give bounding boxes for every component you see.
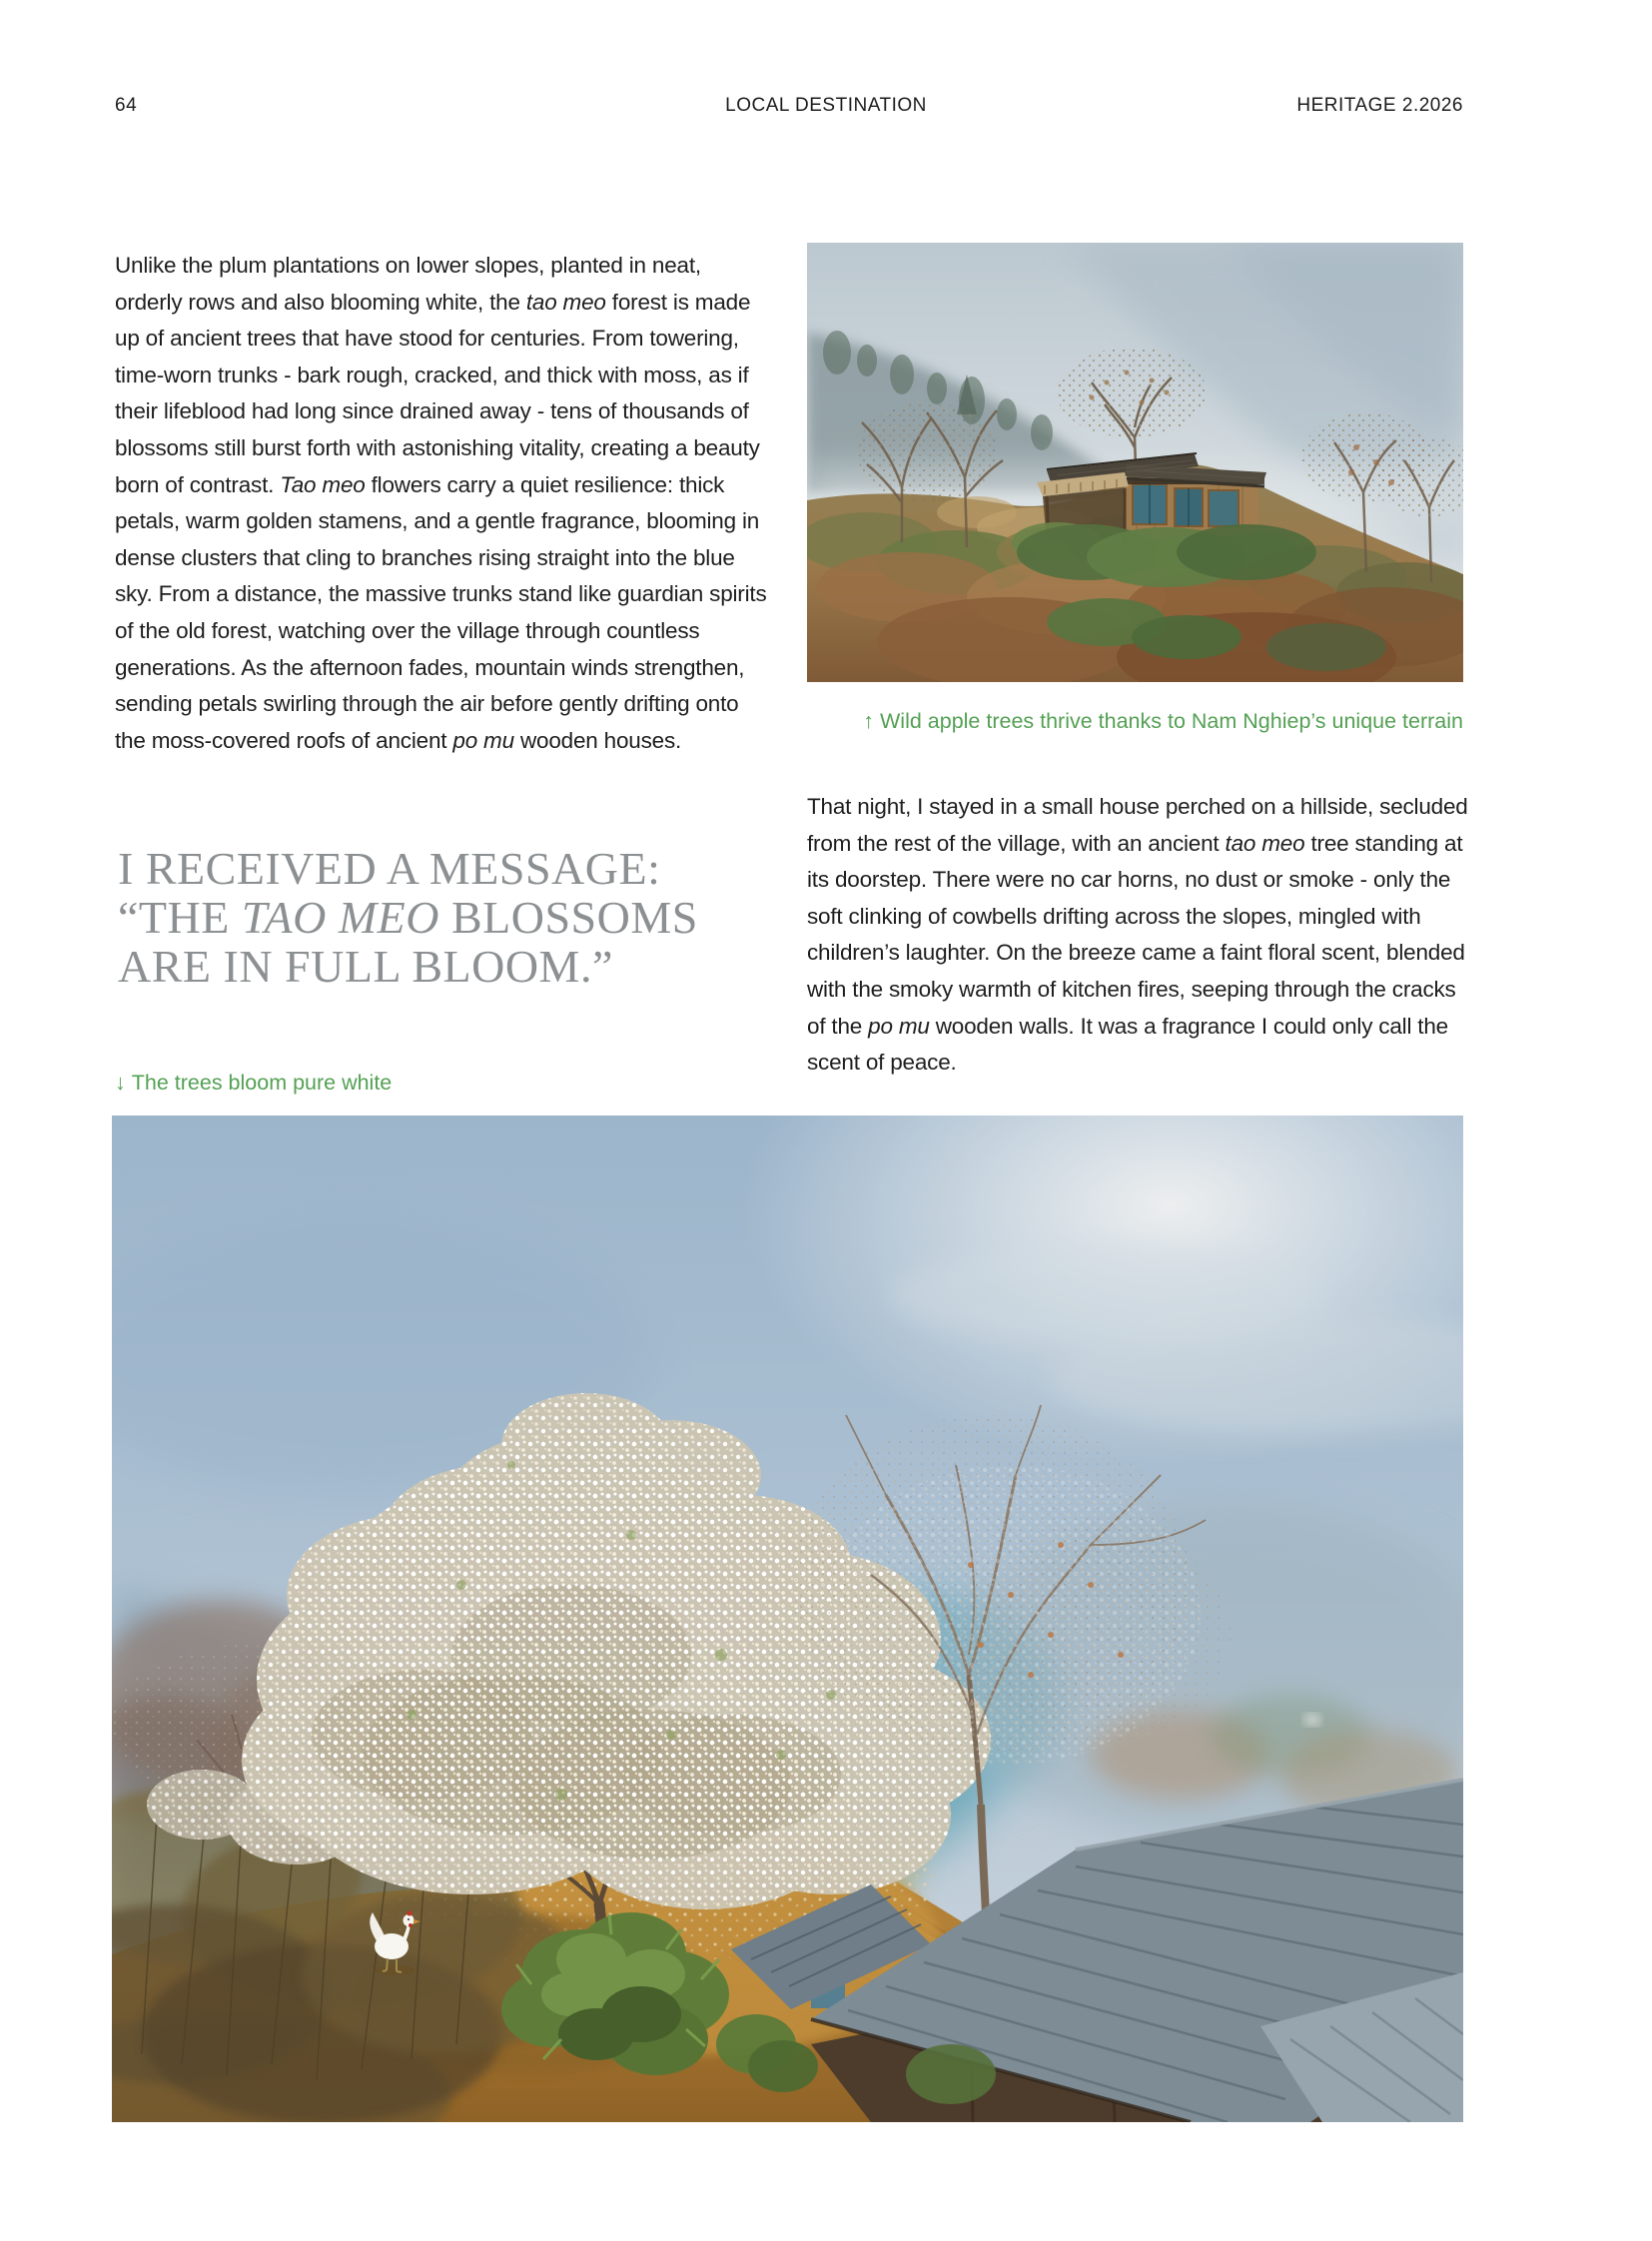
caption-top-text: Wild apple trees thrive thanks to Nam Nghiep’s unique terrain [880, 709, 1463, 733]
photo-hillside-house [807, 243, 1463, 682]
photo-blossom-tree [112, 1116, 1463, 2122]
down-arrow-icon: ↓ [115, 1071, 126, 1095]
hillside-house-illustration [807, 243, 1463, 682]
page-number: 64 [115, 95, 138, 116]
caption-bottom-text: The trees bloom pure white [131, 1071, 393, 1095]
blossom-tree-illustration [112, 1116, 1463, 2122]
article-paragraph-1: Unlike the plum plantations on lower slopes, planted in neat, orderly rows and also blooming white, the tao meo forest is made up of ancient trees that have stood for centuries. From towering, time-worn trunks - bark rough, cracked, and thick with moss, as if their lifeblood had long since drained away - tens of thousands of blossoms still burst forth with astonishing vitality, creating a beauty born of contrast. Tao meo flowers carry a quiet resilience: thick petals, warm golden stamens, and a gentle fragrance, blooming in dense clusters that cling to branches rising straight into the blue sky. From a distance, the massive trunks stand like guardian spirits of the old forest, watching over the village through countless generations. As the afternoon fades, mountain winds strengthen, sending petals swirling through the air before gently drifting onto the moss-covered roofs of ancient po mu wooden houses. [115, 253, 767, 753]
pull-quote: I RECEIVED A MESSAGE: “THE TAO MEO BLOSSOMS ARE IN FULL BLOOM.” [118, 843, 698, 992]
issue-label: HERITAGE 2.2026 [1296, 95, 1463, 116]
caption-bottom-photo [115, 1071, 392, 1096]
up-arrow-icon: ↑ [863, 709, 874, 733]
caption-top-photo [807, 709, 1463, 734]
section-title: LOCAL DESTINATION [725, 95, 927, 116]
article-paragraph-2: That night, I stayed in a small house perched on a hillside, secluded from the rest of the village, with an ancient tao meo tree standing at its doorstep. There were no car horns, no dust or smoke - only the soft clinking of cowbells drifting across the slopes, mingled with children’s laughter. On the breeze came a faint floral scent, blended with the smoky warmth of kitchen fires, seeping through the cracks of the po mu wooden walls. It was a fragrance I could only call the scent of peace. [807, 794, 1468, 1076]
